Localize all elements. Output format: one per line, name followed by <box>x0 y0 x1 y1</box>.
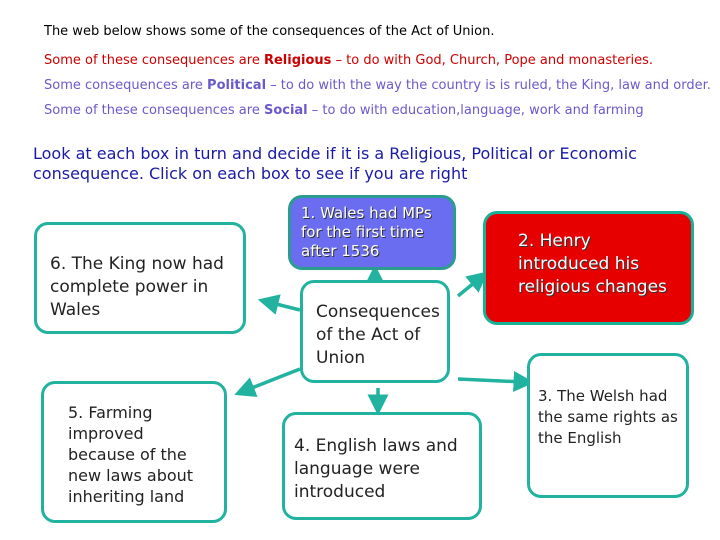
intro-line-social: Some of these consequences are Social – to do with education,language, work and farming <box>44 103 644 118</box>
consequence-box-3[interactable]: 3. The Welsh had the same rights as the English <box>527 353 689 498</box>
center-box: Consequences of the Act of Union <box>300 280 450 383</box>
instructions: Look at each box in turn and decide if it is a Religious, Political or Economic consequence. Click on each box to see if you are right <box>33 144 637 183</box>
intro-line-religious: Some of these consequences are Religious – to do with God, Church, Pope and monasteries. <box>44 53 654 68</box>
arrow-to-box-2 <box>458 278 480 296</box>
religious-keyword: Religious <box>263 53 332 68</box>
intro-line-political: Some consequences are Political – to do with the way the country is is ruled, the King, law and order. <box>44 78 711 93</box>
arrow-to-box-6 <box>268 302 300 310</box>
political-keyword: Political <box>207 78 267 93</box>
social-keyword: Social <box>263 103 308 118</box>
consequence-box-1[interactable]: 1. Wales had MPs for the first time after 1536 <box>288 195 456 270</box>
consequence-box-6[interactable]: 6. The King now had complete power in Wales <box>34 222 246 334</box>
consequence-box-4[interactable]: 4. English laws and language were introduced <box>282 412 482 520</box>
consequence-box-5[interactable]: 5. Farming improved because of the new laws about inheriting land <box>41 381 227 523</box>
consequence-box-2[interactable]: 2. Henry introduced his religious changes <box>483 211 694 325</box>
arrow-to-box-5 <box>244 369 300 391</box>
arrow-to-box-3 <box>458 379 524 382</box>
intro-line-1: The web below shows some of the consequences of the Act of Union. <box>44 24 495 39</box>
